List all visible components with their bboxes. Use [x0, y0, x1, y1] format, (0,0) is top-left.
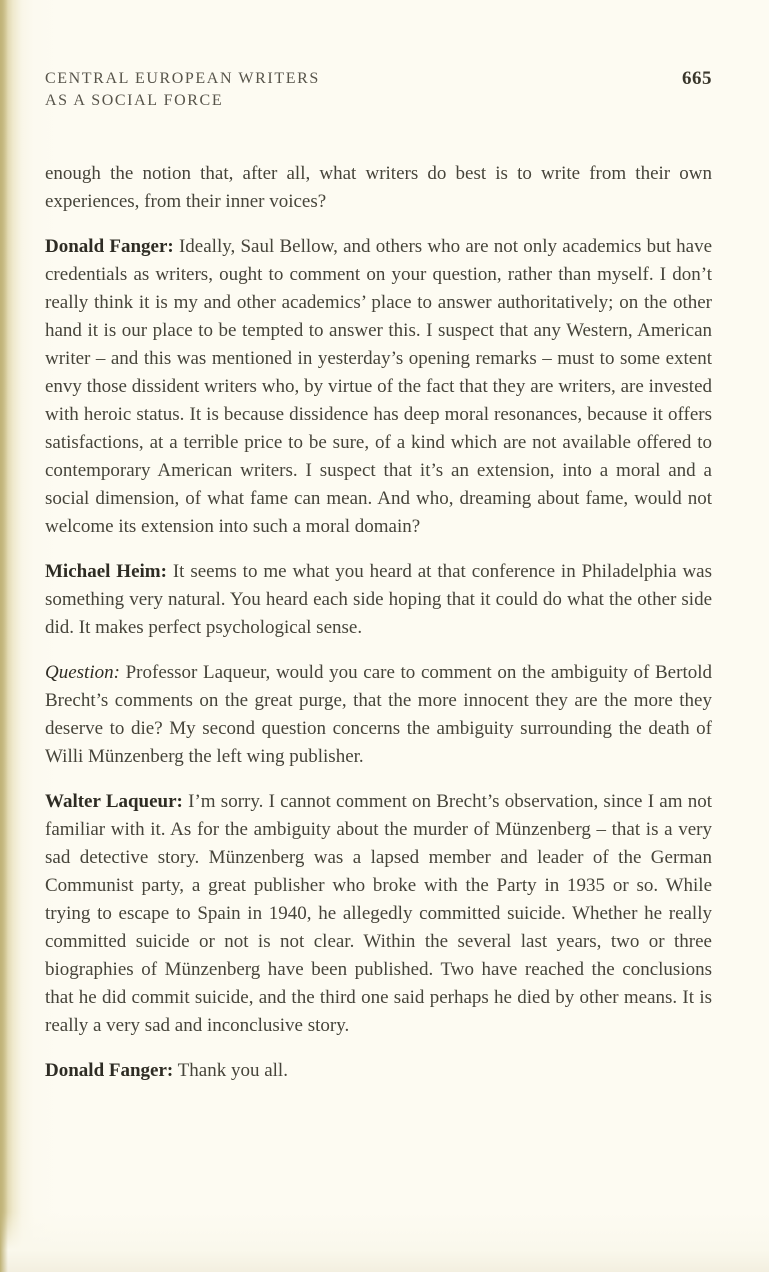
speaker-label: Question: [45, 662, 120, 683]
speaker-label: Donald Fanger: [45, 236, 174, 257]
paragraph: Walter Laqueur: I’m sorry. I cannot comment on Brecht’s observation, since I am not familiar with it. As for the ambiguity about the murder of Münzenberg – that is a very sad detective story. Münzenberg was a lapsed member and leader of the German Communist party, a great publisher who broke with the Party in 1935 or so. While trying to escape to Spain in 1940, he allegedly committed suicide. Whether he really committed suicide or not is not clear. Within the several last years, two or three biographies of Münzenberg have been published. Two have reached the conclusions that he did commit suicide, and the third one said perhaps he died by other means. It is really a very sad and inconclusive story. [45, 791, 713, 1036]
speaker-label: Michael Heim: [45, 561, 167, 582]
paragraph: enough the notion that, after all, what writers do best is to write from their own experiences, from their inner voices? [45, 163, 712, 212]
running-head-title [45, 68, 320, 112]
speaker-label: Donald Fanger: [45, 1060, 174, 1081]
paragraph: Michael Heim: It seems to me what you heard at that conference in Philadelphia was something very natural. You heard each side hoping that it could do what the other side did. It makes perfect psychological sense. [45, 561, 712, 638]
running-head [45, 68, 712, 112]
page-number: 665 [682, 68, 712, 89]
speaker-label: Walter Laqueur: [45, 791, 183, 812]
paragraph: Donald Fanger: Ideally, Saul Bellow, and others who are not only academics but have credentials as writers, ought to comment on your question, rather than myself. I don’t really think it is my and other academics’ place to answer authoritatively; on the other hand it is our place to be tempted to answer this. I suspect that any Western, American writer – and this was mentioned in yesterday’s opening remarks – must to some extent envy those dissident writers who, by virtue of the fact that they are writers, are invested with heroic status. It is because dissidence has deep moral resonances, because it offers satisfactions, at a terrible price to be sure, of a kind which are not available offered to contemporary American writers. I suspect that it’s an extension, into a moral and a social dimension, of what fame can mean. And who, dreaming about fame, would not welcome its extension into such a moral domain? [45, 236, 713, 537]
paragraph: Question: Professor Laqueur, would you care to comment on the ambiguity of Bertold Brecht’s comments on the great purge, that the more innocent they are the more they deserve to die? My second question concerns the ambiguity surrounding the death of Willi Münzenberg the left wing publisher. [45, 662, 712, 767]
page-spine-edge [0, 0, 8, 1272]
paragraph: Donald Fanger: Thank you all. [45, 1060, 288, 1081]
running-head-line2: AS A SOCIAL FORCE [45, 92, 224, 109]
page-body [45, 160, 712, 1085]
running-head-line1: CENTRAL EUROPEAN WRITERS [45, 70, 320, 87]
